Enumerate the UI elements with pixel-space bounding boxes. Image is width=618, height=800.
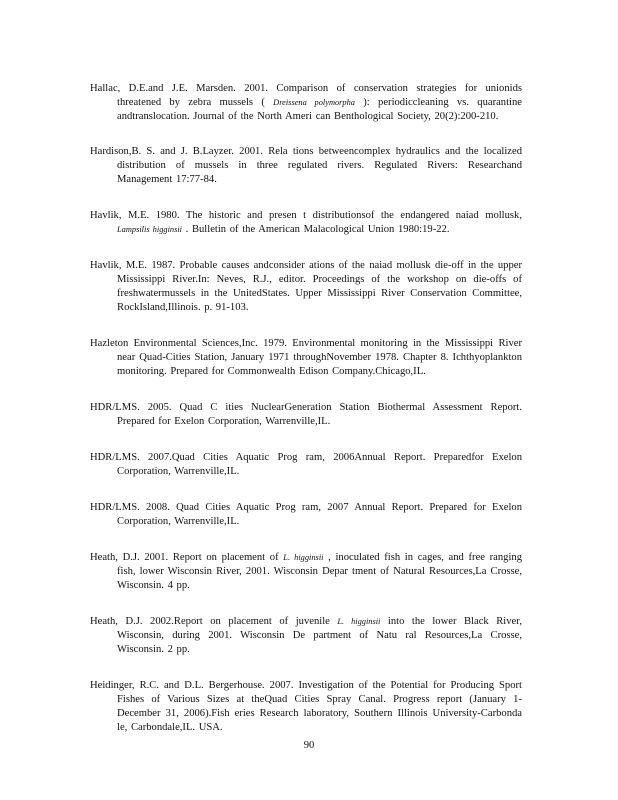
reference-entry: [90, 209, 522, 237]
reference-entry: [90, 145, 522, 187]
reference-entry: [90, 551, 522, 593]
reference-text: Hallac, D.E.and J.E. Marsden. 2001. Comparison of conservation strategies for unionids threatened by zebra mussels (: [90, 83, 522, 108]
species-name: Lampsilis higginsii: [117, 225, 182, 234]
reference-text: HDR/LMS. 2007.Quad Cities Aquatic Prog ram, 2006Annual Report. Preparedfor Exelon Corporation, Warrenville,IL.: [90, 452, 522, 477]
reference-entry: [90, 259, 522, 315]
reference-entry: [90, 337, 522, 379]
reference-text: Hardison,B. S. and J. B.Layzer. 2001. Rela tions betweencomplex hydraulics and the localized distribution of mussels in three regulated rivers. Regulated Rivers: Researchand Management 17:77-84.: [90, 146, 522, 185]
species-name: Dreissena polymorpha: [273, 98, 355, 107]
reference-entry: [90, 451, 522, 479]
reference-entry: [90, 82, 522, 124]
reference-text: HDR/LMS. 2005. Quad C ities NuclearGeneration Station Biothermal Assessment Report. Prepared for Exelon Corporation, Warrenville,IL.: [90, 402, 522, 427]
reference-text: Havlik, M.E. 1987. Probable causes andconsider ations of the naiad mollusk die-off in the upper Mississippi River.In: Neves, R.J., editor. Proceedings of the workshop on die-offs of freshwatermussels in the UnitedStates. Upper Mississippi River Conservation Committee, RockIsland,Illinois. p. 91-103.: [90, 260, 522, 313]
reference-text: Heidinger, R.C. and D.L. Bergerhouse. 2007. Investigation of the Potential for Producing Sport Fishes of Various Sizes at theQuad Cities Spray Canal. Progress report (January 1-December 31, 2006).Fish eries Research laboratory, Southern Illinois University-Carbonda le, Carbondale,IL. USA.: [90, 680, 522, 733]
reference-text: Heath, D.J. 2002.Report on placement of juvenile: [90, 616, 338, 627]
reference-text: into the lower Black River, Wisconsin, during 2001. Wisconsin De partment of Natu ral Resources,La Crosse, Wisconsin. 2 pp.: [117, 616, 522, 655]
species-name: L. higginsii: [337, 617, 381, 626]
species-name: L. higginsii: [283, 553, 324, 562]
page-number: 90: [303, 740, 315, 751]
reference-text: . Bulletin of the American Malacological Union 1980:19-22.: [182, 224, 450, 235]
reference-text: , inoculated fish in cages, and free ranging fish, lower Wisconsin River, 2001. Wisconsin Depar tment of Natural Resources,La Crosse, Wisconsin. 4 pp.: [117, 552, 522, 591]
reference-text: Heath, D.J. 2001. Report on placement of: [90, 552, 284, 563]
reference-entry: [90, 679, 522, 735]
reference-text: Havlik, M.E. 1980. The historic and presen t distributionsof the endangered naiad mollusk,: [90, 210, 522, 221]
reference-entry: [90, 501, 522, 529]
reference-entry: [90, 615, 522, 657]
reference-text: HDR/LMS. 2008. Quad Cities Aquatic Prog ram, 2007 Annual Report. Prepared for Exelon Corporation, Warrenville,IL.: [90, 502, 522, 527]
reference-entry: [90, 401, 522, 429]
reference-text: Hazleton Environmental Sciences,Inc. 1979. Environmental monitoring in the Mississippi River near Quad-Cities Station, January 1971 throughNovember 1978. Chapter 8. Ichthyoplankton monitoring. Prepared for Commonwealth Edison Company.Chicago,IL.: [90, 338, 522, 377]
reference-list: [90, 82, 522, 757]
reference-text: ): periodiccleaning vs. quarantine andtranslocation. Journal of the North Ameri can Benthological Society, 20(2):200-210.: [117, 97, 522, 122]
